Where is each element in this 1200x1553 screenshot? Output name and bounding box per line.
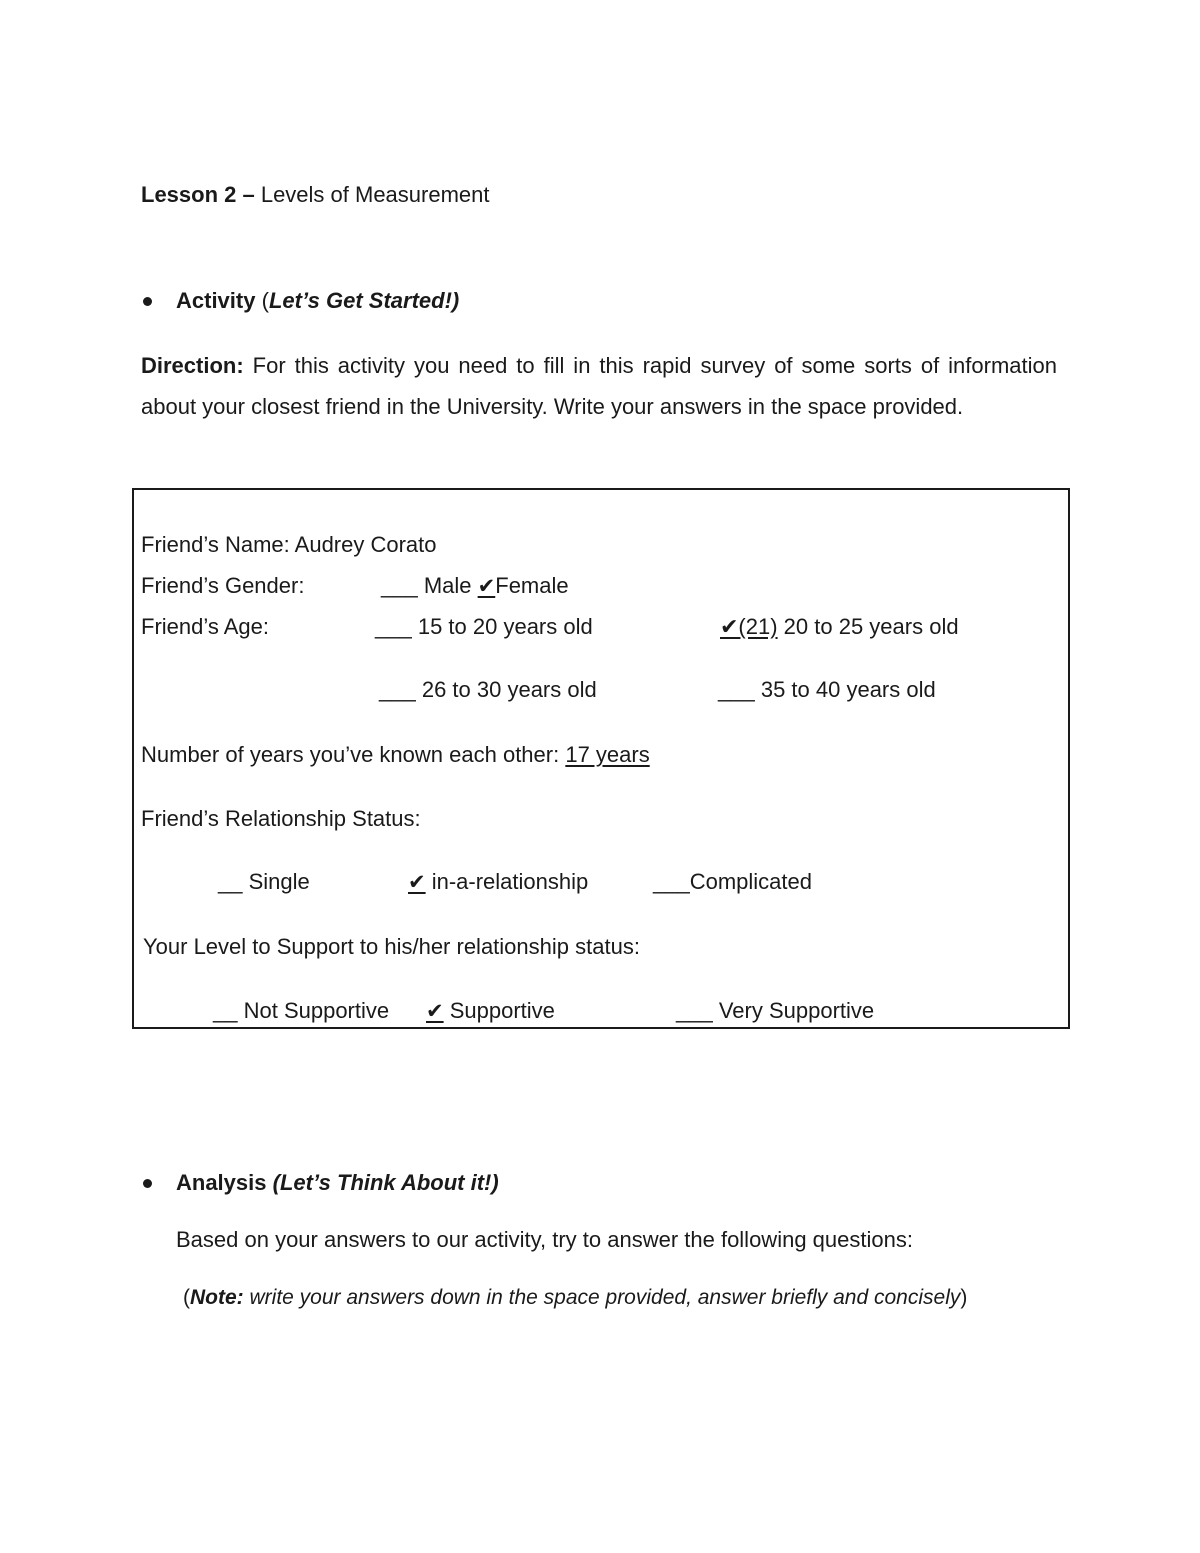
lesson-heading — [141, 182, 490, 208]
sup-option-not: __ Not Supportive — [213, 998, 390, 1023]
friend-name-line: Friend’s Name: Audrey Corato — [141, 532, 437, 557]
relationship-label: Friend’s Relationship Status: — [141, 806, 421, 831]
gender-label: Friend’s Gender: — [141, 573, 305, 598]
analysis-prompt: Based on your answers to our activity, try to answer the following questions: — [176, 1227, 913, 1252]
support-label: Your Level to Support to his/her relationship status: — [143, 934, 640, 959]
rel-check-icon: ✔ — [408, 870, 426, 894]
note-text: write your answers down in the space provided, answer briefly and concisely — [243, 1286, 961, 1309]
rel-option-single: __ Single — [218, 869, 310, 894]
activity-subtitle: Let’s Get Started!) — [268, 288, 460, 313]
years-known-value: 17 years — [565, 742, 650, 767]
years-known-label: Number of years you’ve known each other: — [141, 742, 566, 767]
analysis-subtitle: (Let’s Think About it!) — [266, 1170, 499, 1195]
lesson-number: Lesson 2 – — [141, 182, 255, 207]
age-label: Friend’s Age: — [141, 614, 270, 639]
age-option-20-25: ✔(21) 20 to 25 years old — [720, 614, 959, 639]
activity-heading: Activity (Let’s Get Started!) — [176, 288, 460, 313]
note-label: Note: — [190, 1286, 244, 1309]
years-known-line — [141, 742, 650, 768]
bullet-icon — [143, 297, 152, 306]
male-blank: ___ — [381, 573, 418, 598]
bullet-icon — [143, 1179, 152, 1188]
activity-title: Activity — [176, 288, 256, 313]
female-option: Female — [495, 573, 569, 598]
age-option-15-20: ___ 15 to 20 years old — [375, 614, 593, 639]
rel-option-in-relationship: ✔ in-a-relationship — [408, 869, 589, 894]
lesson-title: Levels of Measurement — [254, 182, 490, 207]
rel-option-complicated: ___Complicated — [653, 869, 812, 894]
direction-paragraph — [141, 345, 1057, 427]
age-check-icon: ✔(21) — [720, 614, 778, 639]
sup-option-supportive: ✔ Supportive — [426, 998, 555, 1023]
direction-label: Direction: — [141, 353, 244, 378]
sup-option-very: ___ Very Supportive — [676, 998, 875, 1023]
sup-check-icon: ✔ — [426, 999, 444, 1023]
direction-text: For this activity you need to fill in this rapid survey of some sorts of information about your closest friend in the University. Write your answers in the space provided. — [141, 353, 1057, 419]
gender-options — [381, 573, 569, 599]
male-option: Male — [417, 573, 478, 598]
female-check-icon: ✔ — [477, 574, 496, 598]
analysis-title: Analysis — [176, 1170, 267, 1195]
analysis-heading — [176, 1170, 499, 1196]
analysis-note: (Note: write your answers down in the space provided, answer briefly and concisely) — [183, 1286, 968, 1309]
age-option-35-40: ___ 35 to 40 years old — [718, 677, 936, 702]
age-option-26-30: ___ 26 to 30 years old — [379, 677, 597, 702]
